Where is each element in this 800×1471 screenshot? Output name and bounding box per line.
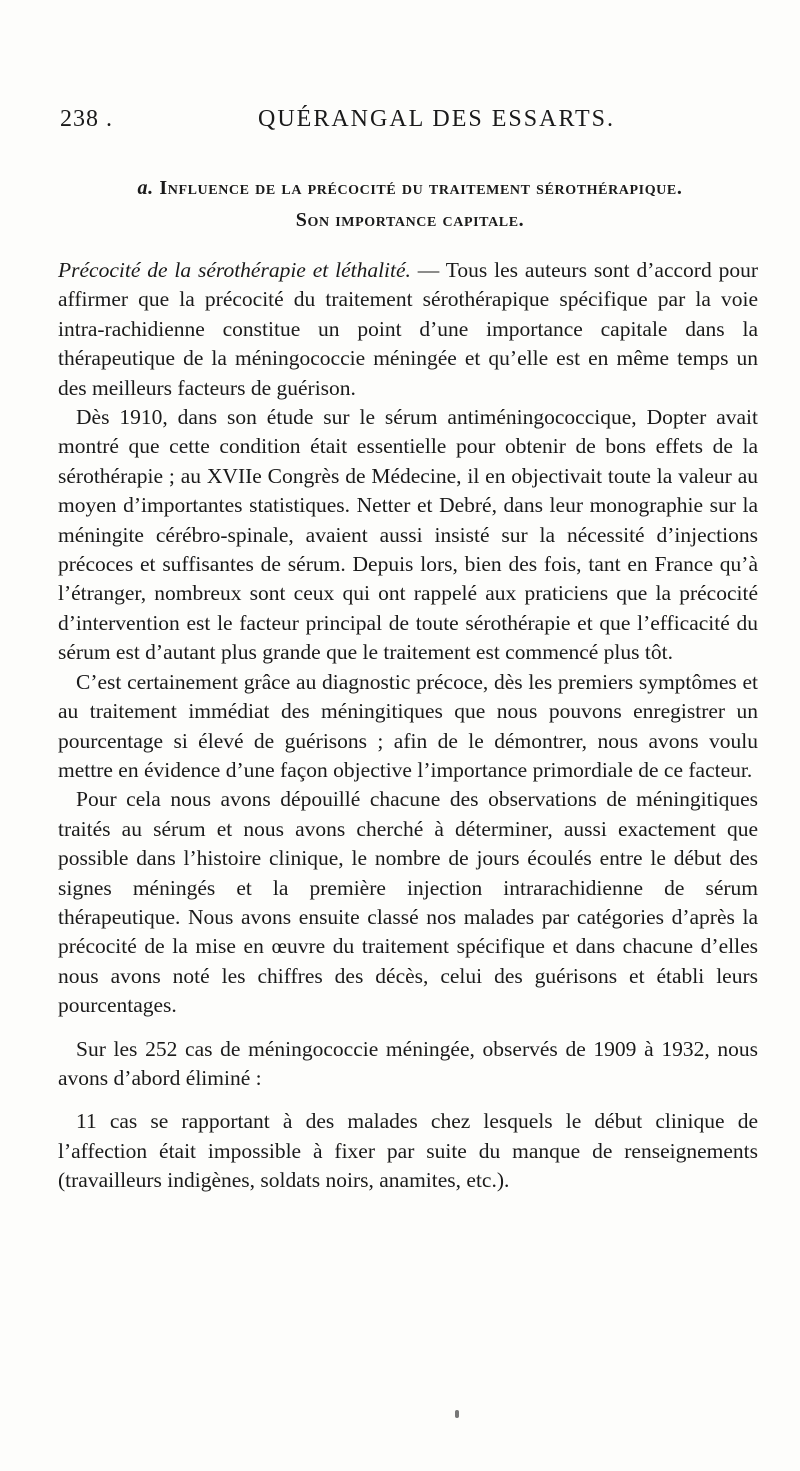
section-title-line-1 (60, 172, 760, 204)
section-title (60, 172, 760, 236)
paragraph-5: Sur les 252 cas de méningococcie méningée, observés de 1909 à 1932, nous avons d’abord éliminé : (58, 1036, 758, 1090)
section-title-line-2: Son importance capitale. (295, 209, 525, 231)
paragraph-1-lead: Précocité de la sérothérapie et léthalité. (58, 258, 411, 282)
running-head: QUÉRANGAL DES ESSARTS. (258, 106, 616, 132)
paragraph-1 (58, 256, 758, 403)
section-title-text: Influence de la précocité du traitement sérothérapique. (159, 177, 683, 199)
paragraph-4: Pour cela nous avons dépouillé chacune des observations de méningitiques traités au sérum et nous avons cherché à déterminer, aussi exactement que possible dans l’histoire clinique, le nombre de jours écoulés entre le début des signes méningés et la première injection intrarachidienne de sérum thérapeutique. Nous avons ensuite classé nos malades par catégories d’après la précocité de la mise en œuvre du traitement spécifique et dans chacune d’elles nous avons noté les chiffres des décès, celui des guérisons et établi leurs pourcentages. (58, 787, 758, 1018)
ink-speck (455, 1410, 459, 1418)
paragraph-6: 11 cas se rapportant à des malades chez lesquels le début clinique de l’affection était impossible à fixer par suite du manque de renseignements (travailleurs indigènes, soldats noirs, anamites, etc.). (58, 1109, 758, 1193)
paragraph-2: Dès 1910, dans son étude sur le sérum antiméningococcique, Dopter avait montré que cette condition était essentielle pour obtenir de bons effets de la sérothérapie ; au XVIIe Congrès de Médecine, il en objectivait toute la valeur au moyen d’importantes statistiques. Netter et Debré, dans leur monographie sur la méningite cérébro-spinale, avaient aussi insisté sur la nécessité d’injections précoces et suffisantes de sérum. Depuis lors, bien des fois, tant en France qu’à l’étranger, nombreux sont ceux qui ont rappelé aux praticiens que la précocité d’intervention est le facteur principal de toute sérothérapie et que l’efficacité du sérum est d’autant plus grande que le traitement est commencé plus tôt. (58, 405, 758, 665)
page-number: 238 . (60, 106, 113, 132)
page-header (60, 100, 760, 140)
body-text (58, 256, 758, 1196)
section-letter: a. (137, 177, 154, 199)
paragraph-1-text: — Tous les auteurs sont d’accord pour affirmer que la précocité du traitement sérothérapique spécifique par la voie intra-rachidienne constitue un point d’une importance capitale dans la thérapeutique de la méningococcie méningée et qu’elle est en même temps un des meilleurs facteurs de guérison. (58, 258, 758, 400)
paragraph-3: C’est certainement grâce au diagnostic précoce, dès les premiers symptômes et au traitement immédiat des méningitiques que nous pouvons enregistrer un pourcentage si élevé de guérisons ; afin de le démontrer, nous avons voulu mettre en évidence d’une façon objective l’importance primordiale de ce facteur. (58, 669, 758, 782)
